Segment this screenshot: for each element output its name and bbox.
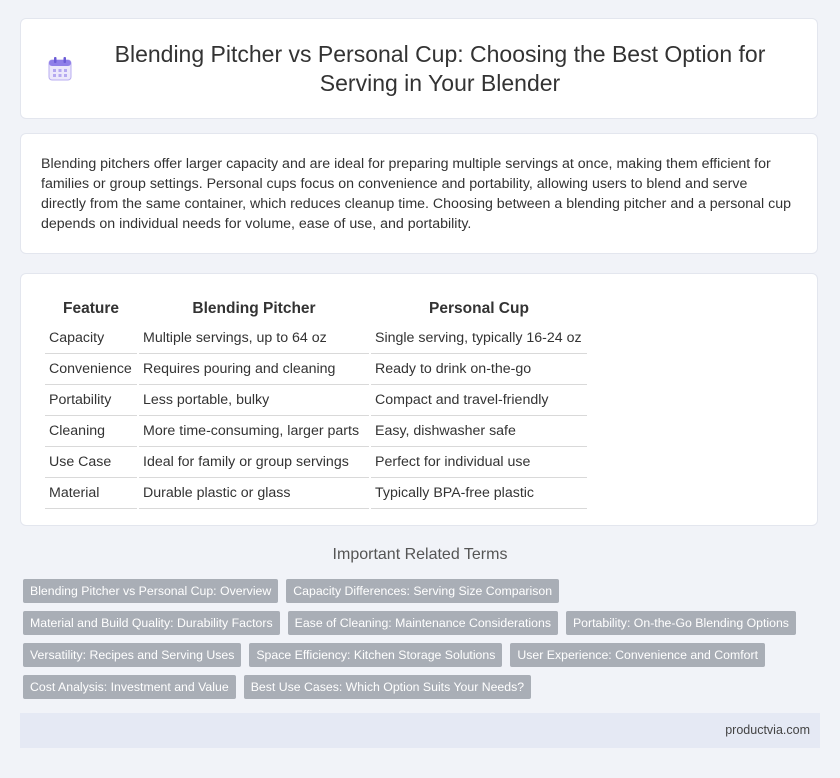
table-cell: Less portable, bulky — [139, 385, 369, 416]
table-row — [45, 478, 587, 509]
related-tag[interactable]: Material and Build Quality: Durability Factors — [23, 611, 280, 635]
related-tag[interactable]: User Experience: Convenience and Comfort — [510, 643, 765, 667]
table-cell: Ideal for family or group servings — [139, 447, 369, 478]
summary-text: Blending pitchers offer larger capacity and are ideal for preparing multiple servings at once, making them efficient for families or group settings. Personal cups focus on convenience and portability, allowing users to blend and serve directly from the same container, which reduces cleanup time. Choosing between a blending pitcher and a personal cup depends on individual needs for volume, ease of use, and portability. — [41, 156, 792, 232]
header-feature: Feature — [63, 300, 119, 317]
table-cell: Capacity — [45, 323, 137, 354]
table-row — [45, 354, 587, 385]
header-personal-cup: Personal Cup — [429, 300, 529, 317]
table-cell: Durable plastic or glass — [139, 478, 369, 509]
table-cell: Requires pouring and cleaning — [139, 354, 369, 385]
table-cell: Use Case — [45, 447, 137, 478]
footer — [20, 713, 820, 748]
footer-site-link[interactable]: productvia.com — [725, 723, 810, 737]
related-tag[interactable]: Best Use Cases: Which Option Suits Your Needs? — [244, 675, 531, 699]
related-tag[interactable]: Cost Analysis: Investment and Value — [23, 675, 236, 699]
table-cell: Material — [45, 478, 137, 509]
table-cell: Easy, dishwasher safe — [371, 416, 587, 447]
table-row — [45, 447, 587, 478]
table-cell: Compact and travel-friendly — [371, 385, 587, 416]
related-tags — [23, 579, 823, 707]
related-tag[interactable]: Capacity Differences: Serving Size Comparison — [286, 579, 559, 603]
table-cell: Ready to drink on-the-go — [371, 354, 587, 385]
page-title: Blending Pitcher vs Personal Cup: Choosing the Best Option for Serving in Your Blender — [114, 40, 766, 96]
related-tag[interactable]: Space Efficiency: Kitchen Storage Solutions — [249, 643, 502, 667]
table-row — [45, 385, 587, 416]
related-tag[interactable]: Portability: On-the-Go Blending Options — [566, 611, 796, 635]
table-cell: Typically BPA-free plastic — [371, 478, 587, 509]
table-cell: Single serving, typically 16-24 oz — [371, 323, 587, 354]
title-wrap — [53, 40, 785, 98]
calendar-icon — [47, 56, 73, 82]
header-blending-pitcher: Blending Pitcher — [192, 300, 316, 317]
related-terms-heading: Important Related Terms — [332, 546, 508, 563]
table-cell: Convenience — [45, 354, 137, 385]
table-header-row — [45, 296, 587, 323]
comparison-table — [43, 296, 589, 509]
related-tag[interactable]: Versatility: Recipes and Serving Uses — [23, 643, 241, 667]
table-card — [20, 273, 818, 526]
table-row — [45, 416, 587, 447]
related-tag[interactable]: Ease of Cleaning: Maintenance Considerations — [288, 611, 558, 635]
summary-card — [20, 133, 818, 254]
table-row — [45, 323, 587, 354]
table-cell: Cleaning — [45, 416, 137, 447]
table-cell: More time-consuming, larger parts — [139, 416, 369, 447]
title-card — [20, 18, 818, 119]
table-cell: Multiple servings, up to 64 oz — [139, 323, 369, 354]
table-cell: Portability — [45, 385, 137, 416]
table-cell: Perfect for individual use — [371, 447, 587, 478]
related-tag[interactable]: Blending Pitcher vs Personal Cup: Overview — [23, 579, 278, 603]
